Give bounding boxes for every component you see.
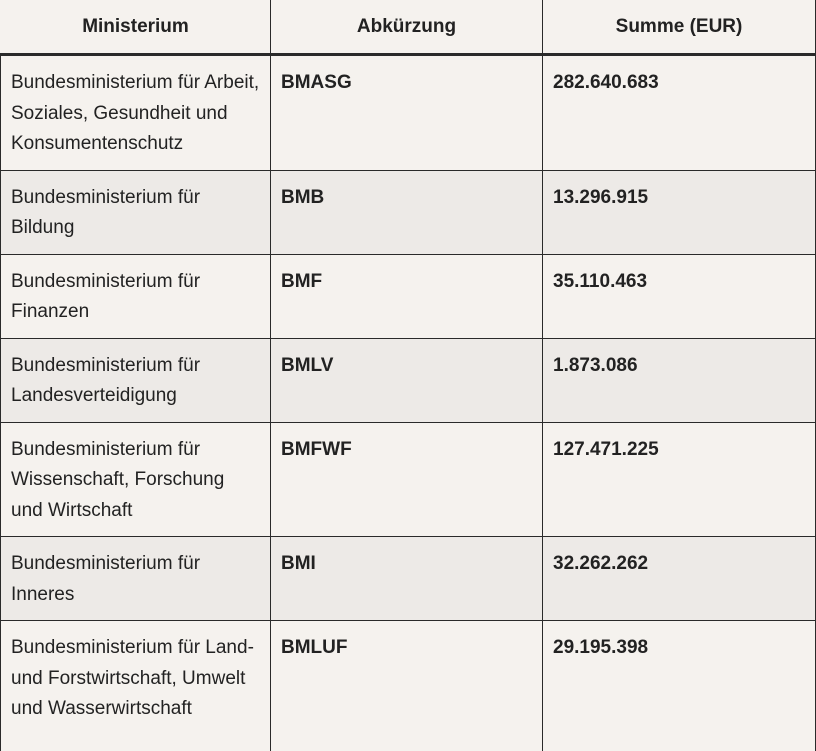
table-row	[1, 55, 816, 171]
cell-abkuerzung: BMFWF	[271, 422, 543, 537]
cell-ministerium: Bundesministerium für Wissenschaft, Forschung und Wirtschaft	[1, 422, 271, 537]
table-header	[1, 1, 816, 55]
table-row	[1, 170, 816, 254]
cell-abkuerzung: BMASG	[271, 55, 543, 171]
header-row	[1, 1, 816, 55]
table-row	[1, 422, 816, 537]
cell-summe: 29.195.398	[543, 621, 816, 751]
column-header-abkuerzung: Abkürzung	[271, 1, 543, 55]
column-header-summe: Summe (EUR)	[543, 1, 816, 55]
cell-summe: 35.110.463	[543, 254, 816, 338]
cell-ministerium: Bundesministerium für Arbeit, Soziales, Gesundheit und Konsumentenschutz	[1, 55, 271, 171]
column-header-ministerium: Ministerium	[1, 1, 271, 55]
table-row	[1, 621, 816, 751]
table-row	[1, 254, 816, 338]
cell-ministerium: Bundesministerium für Landesverteidigung	[1, 338, 271, 422]
cell-abkuerzung: BMLV	[271, 338, 543, 422]
cell-summe: 282.640.683	[543, 55, 816, 171]
cell-ministerium: Bundesministerium für Inneres	[1, 537, 271, 621]
cell-summe: 32.262.262	[543, 537, 816, 621]
cell-summe: 1.873.086	[543, 338, 816, 422]
cell-abkuerzung: BMLUF	[271, 621, 543, 751]
table-row	[1, 537, 816, 621]
table-body	[1, 55, 816, 751]
cell-abkuerzung: BMB	[271, 170, 543, 254]
cell-ministerium: Bundesministerium für Land- und Forstwirtschaft, Umwelt und Wasserwirtschaft	[1, 621, 271, 751]
cell-abkuerzung: BMI	[271, 537, 543, 621]
cell-ministerium: Bundesministerium für Bildung	[1, 170, 271, 254]
cell-summe: 127.471.225	[543, 422, 816, 537]
cell-abkuerzung: BMF	[271, 254, 543, 338]
cell-summe: 13.296.915	[543, 170, 816, 254]
cell-ministerium: Bundesministerium für Finanzen	[1, 254, 271, 338]
table-row	[1, 338, 816, 422]
